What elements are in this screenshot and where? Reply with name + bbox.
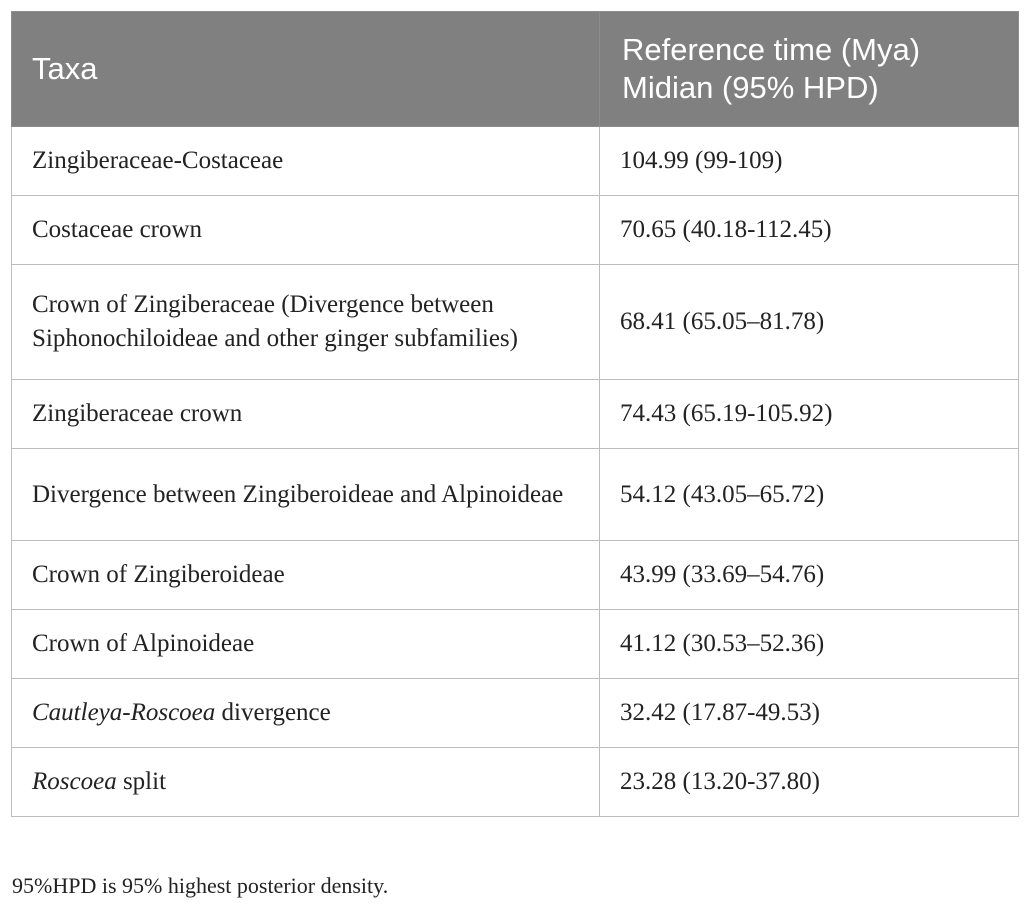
table-row (12, 265, 1019, 380)
reference-time-cell: 43.99 (33.69–54.76) (600, 541, 1019, 610)
taxa-text: Crown of Alpinoideae (32, 630, 255, 657)
table-row (12, 541, 1019, 610)
taxa-cell (12, 449, 600, 541)
taxa-cell (12, 196, 600, 265)
taxa-text: Costaceae crown (32, 216, 203, 243)
reference-time-cell: 54.12 (43.05–65.72) (600, 449, 1019, 541)
taxa-cell (12, 748, 600, 817)
table-row (12, 127, 1019, 196)
header-reference-time-line1: Reference time (Mya) (622, 32, 921, 67)
taxa-text: Crown of Zingiberoideae (32, 561, 285, 588)
table-row (12, 449, 1019, 541)
reference-time-cell: 41.12 (30.53–52.36) (600, 610, 1019, 679)
table-row (12, 748, 1019, 817)
reference-time-cell: 70.65 (40.18-112.45) (600, 196, 1019, 265)
table-row (12, 610, 1019, 679)
taxa-cell (12, 127, 600, 196)
taxa-cell (12, 679, 600, 748)
table-row (12, 679, 1019, 748)
taxa-cell (12, 265, 600, 380)
reference-time-cell: 68.41 (65.05–81.78) (600, 265, 1019, 380)
taxa-text-suffix: split (116, 768, 167, 795)
header-reference-time-line2: Midian (95% HPD) (622, 70, 879, 105)
taxa-text: Zingiberaceae-Costaceae (32, 147, 284, 174)
header-reference-time (600, 12, 1019, 127)
reference-time-cell: 74.43 (65.19-105.92) (600, 380, 1019, 449)
table-footnote: 95%HPD is 95% highest posterior density. (12, 873, 389, 898)
table-row (12, 196, 1019, 265)
taxa-text: Divergence between Zingiberoideae and Alpinoideae (32, 480, 564, 508)
taxa-italic-text: Cautleya-Roscoea (32, 699, 216, 726)
reference-time-cell: 32.42 (17.87-49.53) (600, 679, 1019, 748)
taxa-text-suffix: divergence (215, 699, 331, 726)
table-header-row (12, 12, 1019, 127)
taxa-cell (12, 610, 600, 679)
header-taxa: Taxa (12, 12, 600, 127)
table-row (12, 380, 1019, 449)
taxa-text: Zingiberaceae crown (32, 400, 243, 427)
taxa-text: Crown of Zingiberaceae (Divergence between Siphonochiloideae and other ginger subfamilies) (32, 291, 518, 352)
divergence-time-table (11, 11, 1019, 817)
taxa-cell (12, 380, 600, 449)
reference-time-cell: 104.99 (99-109) (600, 127, 1019, 196)
taxa-cell (12, 541, 600, 610)
taxa-italic-text: Roscoea (32, 768, 117, 795)
reference-time-cell: 23.28 (13.20-37.80) (600, 748, 1019, 817)
